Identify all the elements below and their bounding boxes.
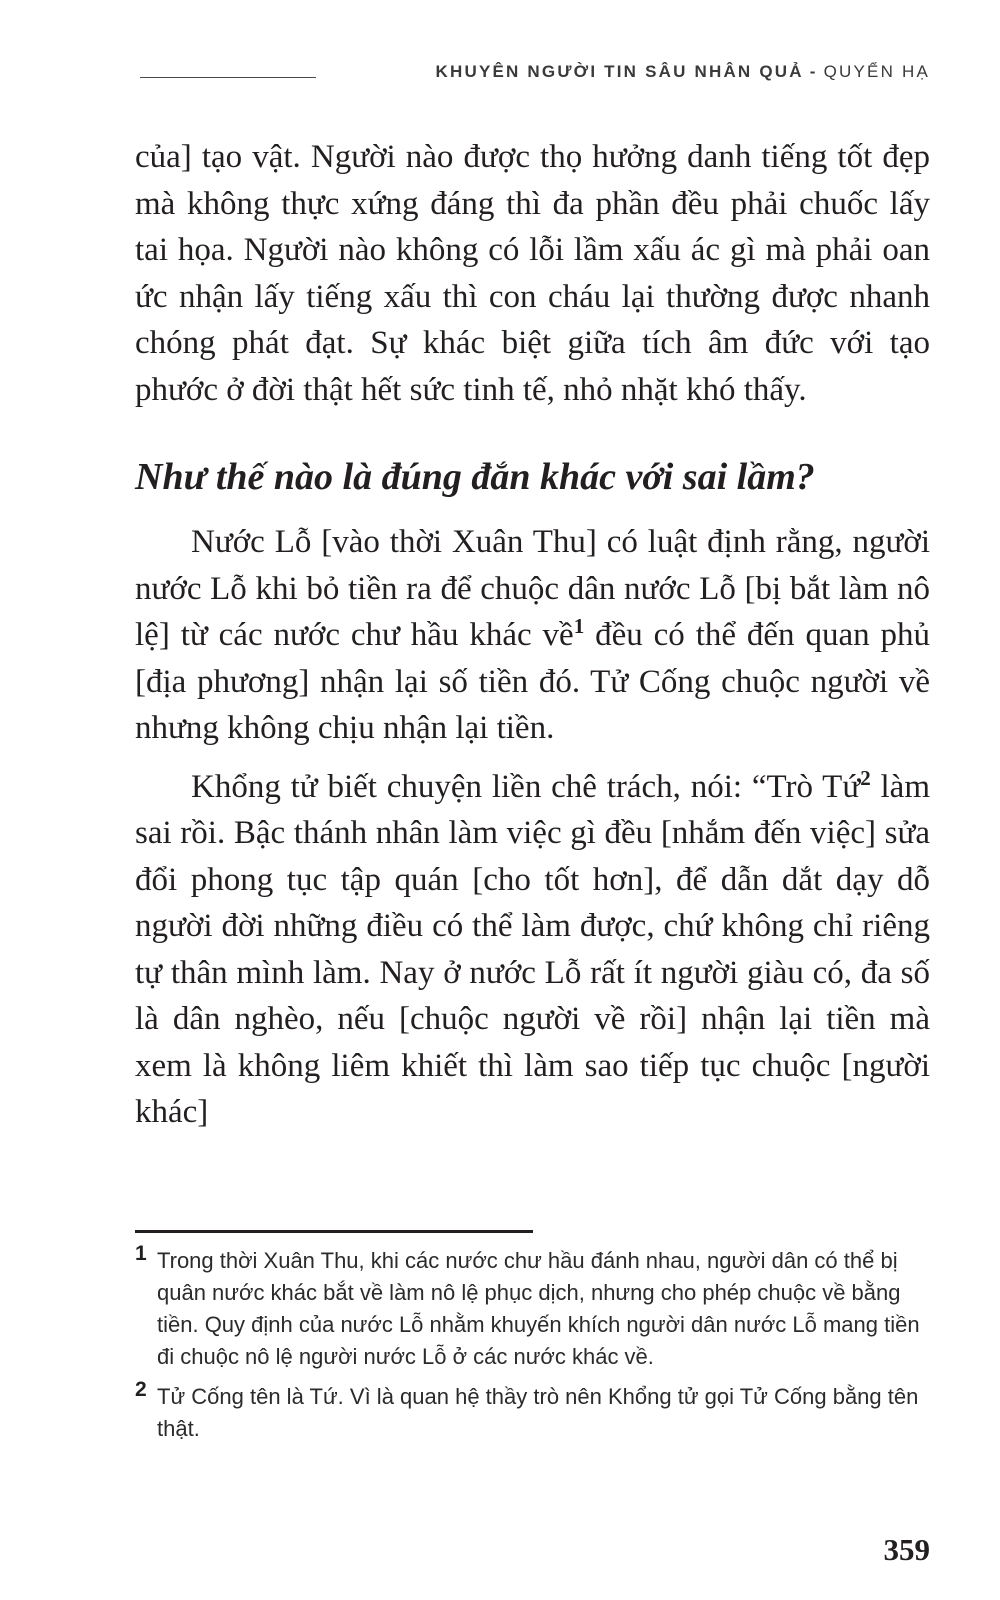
footnote xyxy=(135,1378,930,1445)
footnote-mark: 2 xyxy=(135,1378,147,1401)
body-paragraph xyxy=(135,764,930,1136)
paragraph-text: Khổng tử biết chuyện liền chê trách, nói: “Trò Tứ xyxy=(191,768,861,805)
body-paragraph: của] tạo vật. Người nào được thọ hưởng danh tiếng tốt đẹp mà không thực xứng đáng thì đa phần đều phải chuốc lấy tai họa. Người nào không có lỗi lầm xấu ác gì mà phải oan ức nhận lấy tiếng xấu thì con cháu lại thường được nhanh chóng phát đạt. Sự khác biệt giữa tích âm đức với tạo phước ở đời thật hết sức tinh tế, nhỏ nhặt khó thấy. xyxy=(135,139,930,408)
page-number: 359 xyxy=(883,1532,930,1567)
footnote-reference[interactable]: 1 xyxy=(573,614,585,638)
footnote xyxy=(135,1242,930,1373)
paragraph-gap xyxy=(135,752,930,764)
page-body xyxy=(135,134,930,1136)
body-paragraph xyxy=(135,519,930,752)
paragraph-text: đều có thể đến quan phủ [địa phương] nhận lại số tiền đó. Tử Cống chuộc người về nhưng không chịu nhận lại tiền. xyxy=(135,617,931,746)
book-title: KHUYÊN NGƯỜI TIN SÂU NHÂN QUẢ xyxy=(435,62,804,81)
footnotes-section xyxy=(135,1230,930,1453)
paragraph-text: làm sai rồi. Bậc thánh nhân làm việc gì đều [nhắm đến việc] sửa đổi phong tục tập quán [cho tốt hơn], để dẫn dắt dạy dỗ người đời những điều có thể làm được, chứ không chỉ riêng tự thân mình làm. Nay ở nước Lỗ rất ít người giàu có, đa số là dân nghèo, nếu [chuộc người về rồi] nhận lại tiền mà xem là không liêm khiết thì làm sao tiếp tục chuộc [người khác] xyxy=(135,768,930,1130)
footnote-mark: 1 xyxy=(135,1242,147,1265)
header-rule xyxy=(140,77,316,78)
paragraph-text: Nước Lỗ [vào thời Xuân Thu] có luật định rằng, người nước Lỗ khi bỏ tiền ra để chuộc dân nước Lỗ [bị bắt làm nô lệ] từ các nước chư hầu khác về xyxy=(135,524,930,653)
footnote-rule xyxy=(135,1230,533,1233)
section-heading: Như thế nào là đúng đắn khác với sai lầm? xyxy=(135,456,815,498)
footnote-text: Trong thời Xuân Thu, khi các nước chư hầu đánh nhau, người dân có thể bị quân nước khác bắt về làm nô lệ phục dịch, nhưng cho phép chuộc về bằng tiền. Quy định của nước Lỗ nhằm khuyến khích người dân nước Lỗ mang tiền đi chuộc nô lệ người nước Lỗ ở các nước khác về. xyxy=(157,1248,920,1369)
volume-label: QUYỂN HẠ xyxy=(823,62,930,81)
running-header xyxy=(0,58,1000,88)
footnote-reference[interactable]: 2 xyxy=(860,765,871,790)
running-header-text xyxy=(436,62,930,82)
header-separator: - xyxy=(809,62,818,81)
footnote-text: Tử Cống tên là Tứ. Vì là quan hệ thầy trò nên Khổng tử gọi Tử Cống bằng tên thật. xyxy=(157,1384,919,1441)
